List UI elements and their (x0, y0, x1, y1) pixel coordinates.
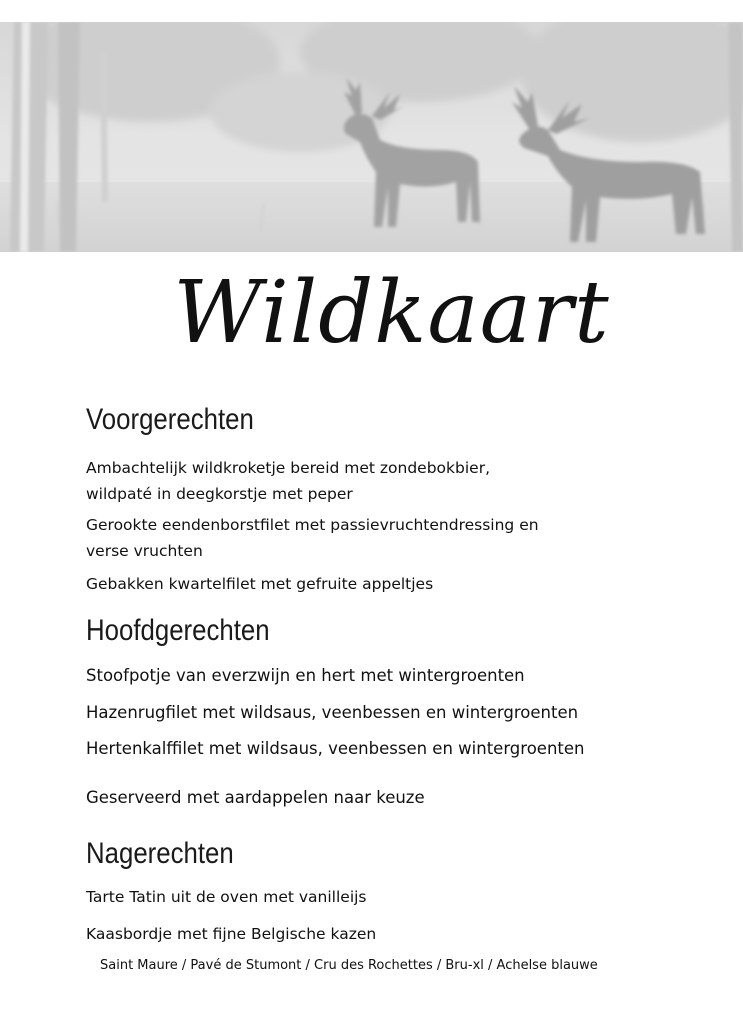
menu-item-line: Kaasbordje met fijne Belgische kazen (86, 925, 377, 943)
cheese-list-note: Saint Maure / Pavé de Stumont / Cru des Rochettes / Bru-xl / Achelse blauwe (100, 958, 598, 973)
section-heading-hoofdgerechten: Hoofdgerechten (86, 614, 270, 647)
menu-item-line: Gebakken kwartelfilet met gefruite appeltjes (86, 575, 434, 593)
menu-item (86, 884, 367, 910)
menu-item-line: Tarte Tatin uit de oven met vanilleijs (86, 888, 367, 906)
menu-item-line: Hertenkalffilet met wildsaus, veenbessen en wintergroenten (86, 739, 585, 758)
menu-item (86, 736, 585, 762)
menu-item-line: wildpaté in deegkorstje met peper (86, 485, 353, 503)
menu-item-line: Stoofpotje van everzwijn en hert met wintergroenten (86, 666, 525, 685)
menu-item-line: Ambachtelijk wildkroketje bereid met zondebokbier, (86, 459, 490, 477)
section-heading-voorgerechten: Voorgerechten (86, 403, 254, 436)
menu-item (86, 785, 425, 811)
menu-item (86, 571, 433, 597)
menu-item (86, 512, 539, 564)
menu-item-line: Gerookte eendenborstfilet met passievruchtendressing en (86, 516, 539, 534)
menu-item-line: Geserveerd met aardappelen naar keuze (86, 788, 425, 807)
menu-title: Wildkaart (173, 263, 610, 363)
section-heading-nagerechten: Nagerechten (86, 837, 234, 870)
deer-banner-image (0, 22, 743, 252)
menu-item (86, 455, 490, 507)
menu-item (86, 663, 525, 689)
menu-item-line: verse vruchten (86, 542, 203, 560)
menu-item (86, 921, 376, 947)
top-margin (0, 0, 743, 22)
menu-item (86, 700, 578, 726)
menu-item-line: Hazenrugfilet met wildsaus, veenbessen en wintergroenten (86, 703, 579, 722)
